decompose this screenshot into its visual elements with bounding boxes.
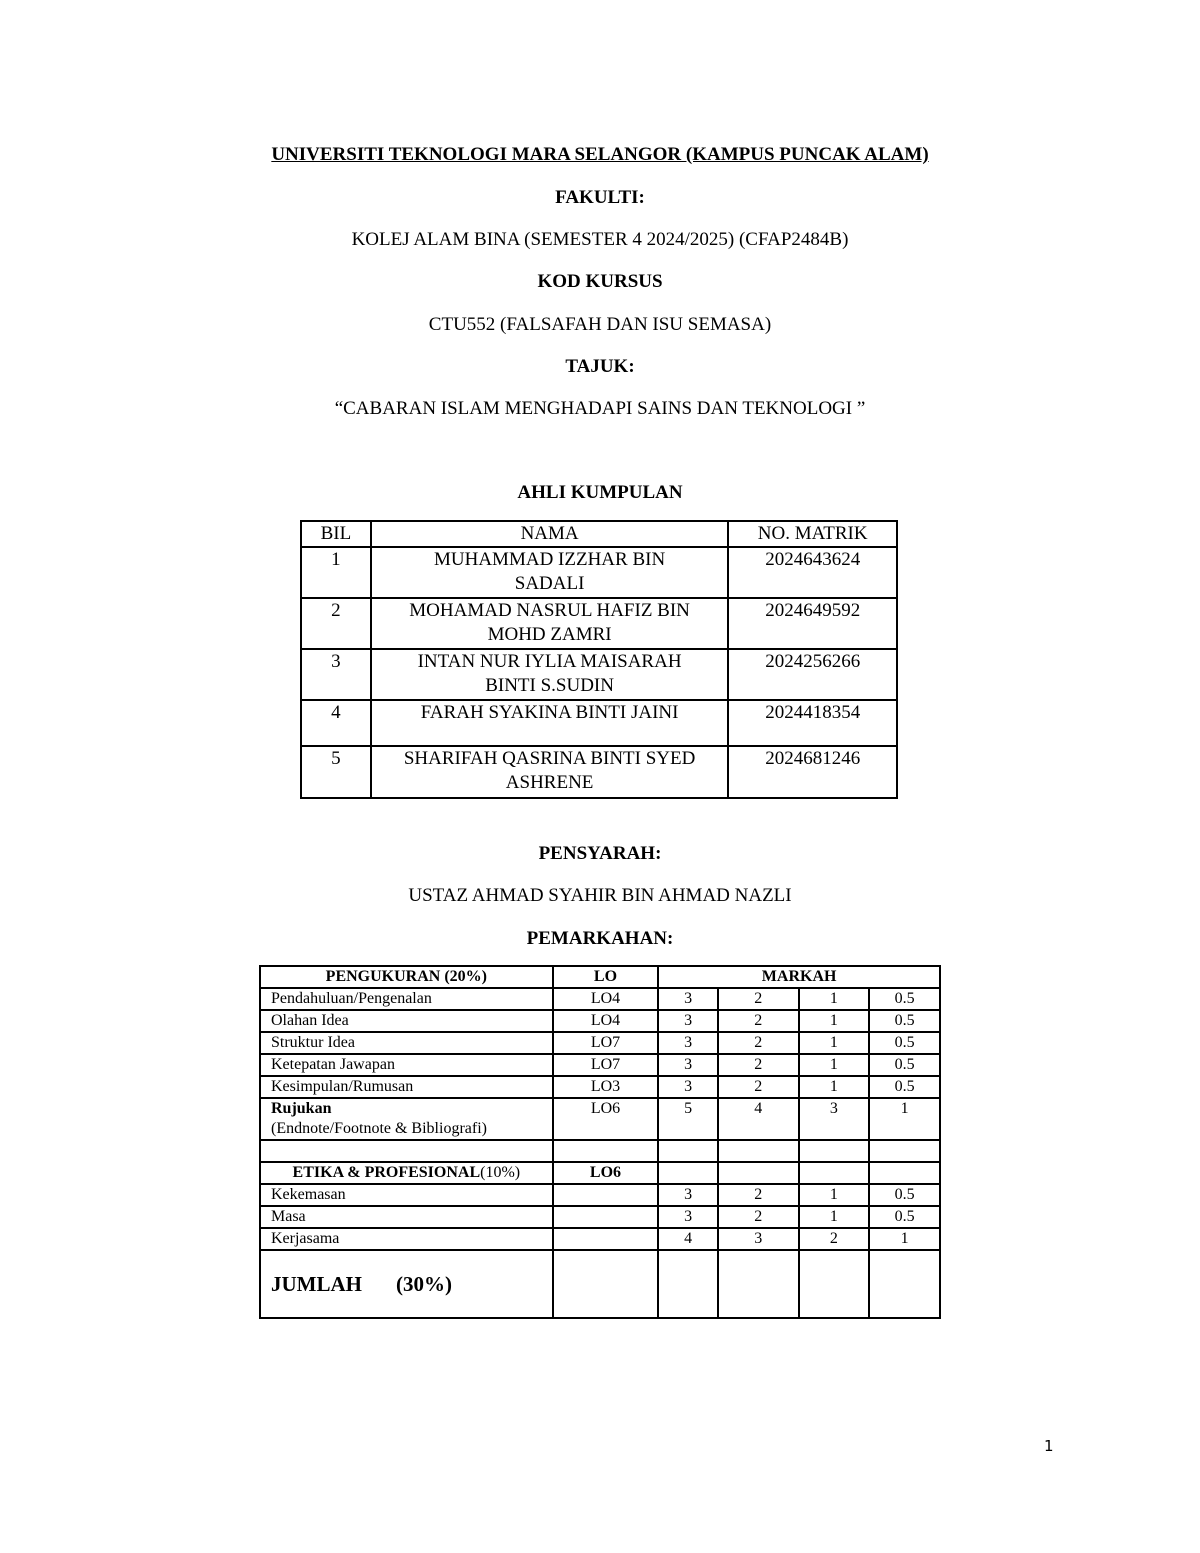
mark-cell: 1 bbox=[869, 1228, 940, 1250]
total-percent: (30%) bbox=[396, 1272, 452, 1296]
rujukan-lo: LO6 bbox=[553, 1098, 659, 1140]
rujukan-title: Rujukan bbox=[271, 1100, 332, 1117]
criteria-label: Kekemasan bbox=[260, 1184, 553, 1206]
mark-cell: 0.5 bbox=[869, 1206, 940, 1228]
rujukan-subtitle: (Endnote/Footnote & Bibliografi) bbox=[271, 1120, 487, 1137]
criteria-label: Masa bbox=[260, 1206, 553, 1228]
criteria-label: Kesimpulan/Rumusan bbox=[260, 1076, 553, 1098]
etika-lo: LO6 bbox=[553, 1162, 659, 1184]
mark-cell: 3 bbox=[718, 1228, 799, 1250]
member-bil: 5 bbox=[301, 746, 371, 798]
criteria-lo: LO7 bbox=[553, 1054, 659, 1076]
members-header-row bbox=[301, 521, 897, 547]
mark-cell: 0.5 bbox=[869, 1032, 940, 1054]
criteria-row bbox=[260, 1076, 940, 1098]
header-pengukuran: PENGUKURAN (20%) bbox=[260, 966, 553, 988]
mark-cell: 0.5 bbox=[869, 988, 940, 1010]
criteria-row bbox=[260, 988, 940, 1010]
member-row bbox=[301, 746, 897, 798]
empty-cell bbox=[553, 1250, 659, 1318]
criteria-row bbox=[260, 1206, 940, 1228]
criteria-label: Pendahuluan/Pengenalan bbox=[260, 988, 553, 1010]
criteria-row bbox=[260, 1228, 940, 1250]
member-nama-line: MUHAMMAD IZZHAR BIN bbox=[434, 549, 666, 570]
faculty-value: KOLEJ ALAM BINA (SEMESTER 4 2024/2025) (CFAP2484B) bbox=[351, 229, 849, 250]
group-label: AHLI KUMPULAN bbox=[517, 482, 683, 503]
header-lo: LO bbox=[553, 966, 659, 988]
mark-cell: 2 bbox=[799, 1228, 870, 1250]
mark-cell: 1 bbox=[799, 1054, 870, 1076]
empty-cell bbox=[718, 1162, 799, 1184]
mark-cell: 1 bbox=[799, 1010, 870, 1032]
header-nama: NAMA bbox=[371, 521, 729, 547]
mark-cell: 3 bbox=[799, 1098, 870, 1140]
criteria-lo bbox=[553, 1206, 659, 1228]
empty-cell bbox=[553, 1140, 659, 1162]
member-matrik: 2024643624 bbox=[728, 547, 897, 598]
empty-cell bbox=[718, 1140, 799, 1162]
lecturer-value: USTAZ AHMAD SYAHIR BIN AHMAD NAZLI bbox=[408, 885, 792, 906]
member-nama-line: ASHRENE bbox=[505, 772, 594, 793]
total-label: JUMLAH bbox=[271, 1272, 362, 1296]
mark-cell: 5 bbox=[658, 1098, 718, 1140]
mark-cell: 1 bbox=[799, 988, 870, 1010]
criteria-lo bbox=[553, 1184, 659, 1206]
faculty-label: FAKULTI: bbox=[555, 187, 645, 208]
mark-cell: 1 bbox=[799, 1032, 870, 1054]
mark-cell: 2 bbox=[718, 1010, 799, 1032]
member-bil: 4 bbox=[301, 700, 371, 746]
criteria-lo: LO3 bbox=[553, 1076, 659, 1098]
rujukan-row bbox=[260, 1098, 940, 1140]
empty-cell bbox=[799, 1140, 870, 1162]
empty-cell bbox=[658, 1140, 718, 1162]
mark-cell: 2 bbox=[718, 1184, 799, 1206]
etika-percent: (10%) bbox=[480, 1164, 521, 1181]
mark-cell: 0.5 bbox=[869, 1076, 940, 1098]
empty-cell bbox=[869, 1140, 940, 1162]
marking-label: PEMARKAHAN: bbox=[526, 928, 674, 949]
mark-cell: 3 bbox=[658, 988, 718, 1010]
title-value: “CABARAN ISLAM MENGHADAPI SAINS DAN TEKNOLOGI ” bbox=[334, 398, 866, 419]
member-nama-line: INTAN NUR IYLIA MAISARAH bbox=[417, 651, 682, 672]
empty-cell bbox=[799, 1162, 870, 1184]
header-markah: MARKAH bbox=[658, 966, 940, 988]
mark-cell: 3 bbox=[658, 1010, 718, 1032]
criteria-label: Kerjasama bbox=[260, 1228, 553, 1250]
marks-header-row bbox=[260, 966, 940, 988]
page-number: 1 bbox=[1044, 1437, 1054, 1455]
criteria-lo: LO4 bbox=[553, 1010, 659, 1032]
course-value: CTU552 (FALSAFAH DAN ISU SEMASA) bbox=[428, 314, 772, 335]
member-matrik: 2024681246 bbox=[728, 746, 897, 798]
members-table bbox=[300, 520, 898, 799]
member-matrik: 2024256266 bbox=[728, 649, 897, 700]
member-nama bbox=[371, 746, 729, 798]
criteria-label: Struktur Idea bbox=[260, 1032, 553, 1054]
criteria-row bbox=[260, 1010, 940, 1032]
mark-cell: 2 bbox=[718, 1032, 799, 1054]
mark-cell: 1 bbox=[869, 1098, 940, 1140]
mark-cell: 1 bbox=[799, 1076, 870, 1098]
member-matrik: 2024649592 bbox=[728, 598, 897, 649]
member-bil: 3 bbox=[301, 649, 371, 700]
mark-cell: 2 bbox=[718, 1206, 799, 1228]
total-row bbox=[260, 1250, 940, 1318]
member-matrik: 2024418354 bbox=[728, 700, 897, 746]
etika-header-row bbox=[260, 1162, 940, 1184]
member-nama bbox=[371, 649, 729, 700]
member-nama-line: SADALI bbox=[514, 573, 585, 594]
etika-title: ETIKA & PROFESIONAL bbox=[292, 1164, 481, 1181]
criteria-label: Olahan Idea bbox=[260, 1010, 553, 1032]
header-bil: BIL bbox=[301, 521, 371, 547]
criteria-lo: LO4 bbox=[553, 988, 659, 1010]
empty-cell bbox=[718, 1250, 799, 1318]
member-row bbox=[301, 649, 897, 700]
title-label: TAJUK: bbox=[565, 356, 635, 377]
member-bil: 1 bbox=[301, 547, 371, 598]
criteria-lo bbox=[553, 1228, 659, 1250]
member-nama-line: MOHD ZAMRI bbox=[487, 624, 612, 645]
empty-cell bbox=[869, 1162, 940, 1184]
member-nama-line: FARAH SYAKINA BINTI JAINI bbox=[420, 702, 679, 723]
lecturer-label: PENSYARAH: bbox=[538, 843, 662, 864]
empty-cell bbox=[869, 1250, 940, 1318]
mark-cell: 0.5 bbox=[869, 1010, 940, 1032]
rujukan-cell bbox=[260, 1098, 553, 1140]
member-row bbox=[301, 700, 897, 746]
member-nama bbox=[371, 547, 729, 598]
criteria-label: Ketepatan Jawapan bbox=[260, 1054, 553, 1076]
university-heading: UNIVERSITI TEKNOLOGI MARA SELANGOR (KAMPUS PUNCAK ALAM) bbox=[271, 144, 929, 165]
etika-header bbox=[260, 1162, 553, 1184]
header-matrik: NO. MATRIK bbox=[728, 521, 897, 547]
mark-cell: 4 bbox=[718, 1098, 799, 1140]
mark-cell: 3 bbox=[658, 1184, 718, 1206]
empty-cell bbox=[799, 1250, 870, 1318]
empty-cell bbox=[658, 1250, 718, 1318]
empty-cell bbox=[658, 1162, 718, 1184]
mark-cell: 3 bbox=[658, 1054, 718, 1076]
member-nama bbox=[371, 700, 729, 746]
mark-cell: 2 bbox=[718, 1076, 799, 1098]
criteria-row bbox=[260, 1184, 940, 1206]
total-label-cell bbox=[260, 1250, 553, 1318]
mark-cell: 1 bbox=[799, 1184, 870, 1206]
marks-table bbox=[259, 965, 941, 1319]
empty-cell bbox=[260, 1140, 553, 1162]
criteria-row bbox=[260, 1032, 940, 1054]
empty-row bbox=[260, 1140, 940, 1162]
mark-cell: 1 bbox=[799, 1206, 870, 1228]
member-row bbox=[301, 547, 897, 598]
mark-cell: 3 bbox=[658, 1076, 718, 1098]
mark-cell: 4 bbox=[658, 1228, 718, 1250]
mark-cell: 0.5 bbox=[869, 1184, 940, 1206]
member-nama bbox=[371, 598, 729, 649]
mark-cell: 0.5 bbox=[869, 1054, 940, 1076]
criteria-lo: LO7 bbox=[553, 1032, 659, 1054]
member-nama-line: MOHAMAD NASRUL HAFIZ BIN bbox=[409, 600, 690, 621]
mark-cell: 2 bbox=[718, 988, 799, 1010]
member-nama-line: BINTI S.SUDIN bbox=[485, 675, 614, 696]
criteria-row bbox=[260, 1054, 940, 1076]
mark-cell: 2 bbox=[718, 1054, 799, 1076]
mark-cell: 3 bbox=[658, 1206, 718, 1228]
course-label: KOD KURSUS bbox=[537, 271, 663, 292]
member-row bbox=[301, 598, 897, 649]
mark-cell: 3 bbox=[658, 1032, 718, 1054]
member-bil: 2 bbox=[301, 598, 371, 649]
member-nama-line: SHARIFAH QASRINA BINTI SYED bbox=[403, 748, 696, 769]
